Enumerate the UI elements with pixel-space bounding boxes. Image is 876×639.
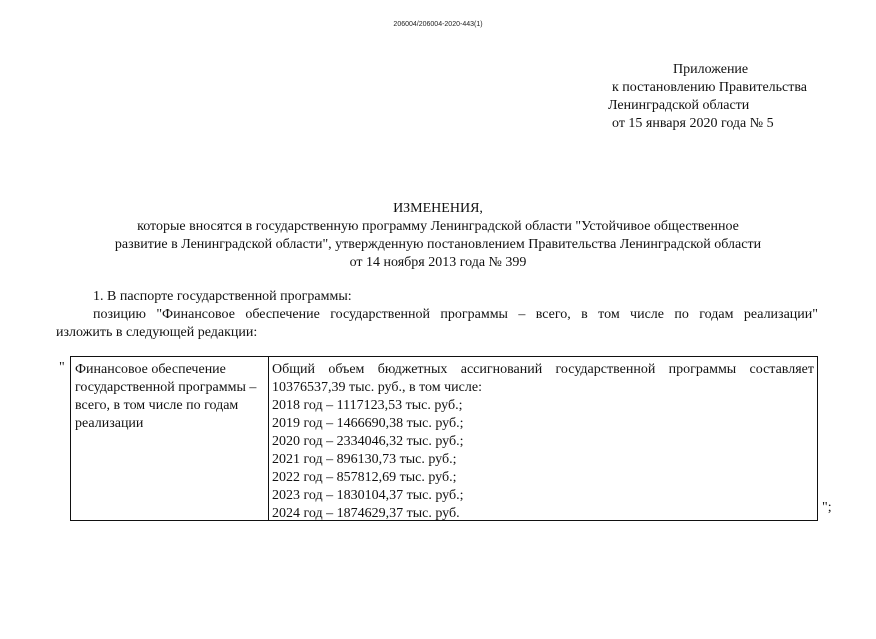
body-text [56,288,818,342]
year-row: 2021 год – 896130,73 тыс. руб.; [272,452,457,467]
item-1: 1. В паспорте государственной программы: [93,289,352,304]
left-cell-line: всего, в том числе по годам [75,398,239,413]
financing-table [70,356,818,521]
appendix-date: от 15 января 2020 года № 5 [612,116,774,131]
appendix-block [608,61,868,133]
document-id: 206004/206004-2020-443(1) [393,21,483,28]
heading-line-3: от 14 ноября 2013 года № 399 [349,255,527,270]
document-heading [0,200,876,272]
table-left-cell [71,357,269,520]
appendix-line-2: к постановлению Правительства [612,80,808,95]
item-1-continuation: позицию "Финансовое обеспечение государственной программы – всего, в том числе по годам реализации" [93,307,818,322]
year-row: 2023 год – 1830104,37 тыс. руб.; [272,488,464,503]
year-row: 2019 год – 1466690,38 тыс. руб.; [272,416,464,431]
left-cell-line: государственной программы – [75,380,257,395]
total-budget-text: Общий объем бюджетных ассигнований государственной программы составляет [272,362,814,377]
heading-title: ИЗМЕНЕНИЯ, [393,201,483,216]
heading-line-2: развитие в Ленинградской области", утвержденную постановлением Правительства Ленинградской области [114,237,762,252]
year-row: 2020 год – 2334046,32 тыс. руб.; [272,434,464,449]
table-right-cell [269,357,817,520]
year-row: 2018 год – 1117123,53 тыс. руб.; [272,398,463,413]
year-row: 2022 год – 857812,69 тыс. руб.; [272,470,457,485]
total-budget-amount: 10376537,39 тыс. руб., в том числе: [272,380,482,395]
item-1-end: изложить в следующей редакции: [56,325,258,340]
opening-quote: " [59,360,65,375]
closing-quote: "; [822,500,832,515]
appendix-line-3: Ленинградской области [608,98,750,113]
year-row: 2024 год – 1874629,37 тыс. руб. [272,506,460,521]
left-cell-line: Финансовое обеспечение [75,362,226,377]
appendix-title: Приложение [673,62,749,77]
left-cell-line: реализации [75,416,144,431]
heading-line-1: которые вносятся в государственную программу Ленинградской области "Устойчивое общественное [137,219,739,234]
